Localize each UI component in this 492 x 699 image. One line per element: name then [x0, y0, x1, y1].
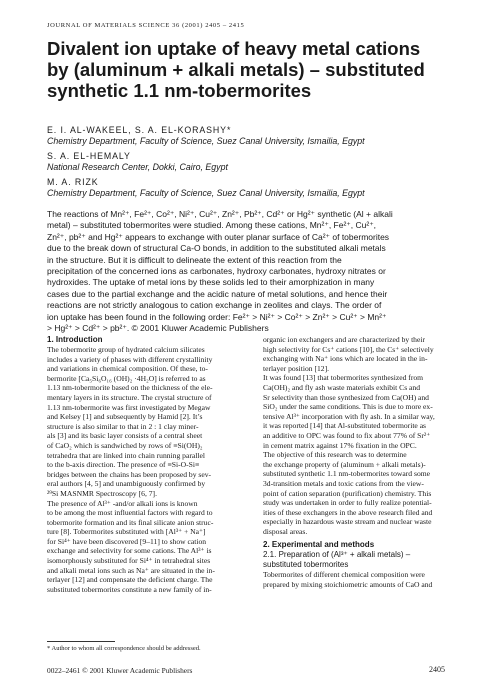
body-text-line: eral authors [4, 5] and unambiguously confirmed by	[47, 479, 206, 489]
body-text-line: 1.13 nm-tobermorite was first investigated by Megaw	[47, 402, 211, 412]
right-column	[263, 335, 463, 590]
left-column-body	[47, 345, 247, 594]
body-text-line: ture [8]. Tobermorites substituted with [Al³⁺ + Na⁺]	[47, 527, 206, 537]
body-text-line: point of cation separation (purification) chemistry. This	[263, 488, 432, 498]
body-text-line: tobermorite formation and its final silicate anion struc-	[47, 517, 214, 527]
subsection-heading-line: substituted tobermorites	[263, 560, 349, 570]
body-text-line: in cement matrix against 17% fixation in the OPC.	[263, 440, 417, 450]
title-line: by (aluminum + alkali metals) – substituted	[47, 59, 425, 80]
abstract-line: Zn²⁺, pb²⁺ and Hg²⁺ appears to exchange with outer planar surface of Ca²⁺ of tobermorites	[47, 231, 390, 242]
body-text-line: terlayer position [12].	[263, 363, 330, 373]
author-block	[47, 177, 467, 199]
author-block	[47, 125, 467, 147]
body-text-line: structure is also similar to that in 2 : 1 clay miner-	[47, 421, 199, 431]
body-text-line: substituted synthetic 1.1 nm-tobermorites toward some	[263, 469, 431, 479]
body-text-line: substituted tobermorites constitute a new family of in-	[47, 584, 212, 594]
copyright-line: 0022–2461 © 2001 Kluwer Academic Publishers	[47, 666, 193, 675]
body-text-line: 3d-transition metals and toxic cations from the view-	[263, 478, 424, 488]
body-text-line: includes a variety of phases with different crystallinity	[47, 354, 213, 364]
title-line: Divalent ion uptake of heavy metal cations	[47, 38, 421, 59]
running-head: JOURNAL OF MATERIALS SCIENCE 36 (2001) 2405 – 2415	[47, 22, 245, 29]
body-text-line: study was undertaken in order to fully realize potential-	[263, 498, 432, 508]
abstract-line: due to the break down of structural Ca-O bonds, in addition to the substituted alkali metals	[47, 243, 386, 254]
author-affiliation: National Research Center, Dokki, Cairo, Egypt	[47, 162, 228, 172]
body-text-line: 1.13 nm-tobermorite based on the thickness of the ele-	[47, 383, 213, 393]
body-text-line: The objective of this research was to determine	[263, 450, 407, 460]
abstract-line: metal) – substituted tobermorites were studied. Among these cations, Mn²⁺, Fe²⁺, Cu²⁺,	[47, 220, 377, 231]
body-text-line: mentary layers in its structure. The crystal structure of	[47, 392, 212, 402]
body-text-line: disposal areas.	[263, 526, 308, 536]
body-text-line: terlayer [12] and compensate the deficient charge. The	[47, 575, 213, 585]
body-text-line: It was found [13] that tobermorites synthesized from	[263, 373, 424, 383]
body-text-line: prepared by mixing stoichiometric amounts of CaO and	[263, 580, 433, 590]
body-text-line: The tobermorite group of hydrated calcium silicates	[47, 345, 205, 354]
body-text-line: ²⁹Si MASNMR Spectroscopy [6, 7].	[47, 488, 157, 498]
abstract-line: in the structure. But it is difficult to delineate the extent of this reaction from the	[47, 254, 342, 265]
abstract-line: hydroxides. The uptake of metal ions by these solids led to their amorphization in many	[47, 277, 375, 288]
abstract-line: ion uptake has been found in the following order: Fe²⁺ > Ni²⁺ > Co²⁺ > Zn²⁺ > Cu²⁺ > Mn²⁺	[47, 311, 387, 322]
body-text-line: for Si⁴⁺ have been discovered [9–11] to show cation	[47, 536, 207, 546]
body-text-line: high selectivity for Cs⁺ cations [10], the Cs⁺ selectively	[263, 344, 434, 354]
right-column-body-continued	[263, 570, 463, 589]
body-text-line: organic ion exchangers and are characterized by their	[263, 335, 425, 344]
section-heading: 1. Introduction	[47, 335, 103, 344]
footnote: * Author to whom all correspondence should be addressed.	[47, 645, 201, 652]
body-text-line: tetrahedra that are linked into chain running parallel	[47, 450, 205, 460]
author-names: M. A. RIZK	[47, 177, 99, 187]
abstract-line: precipitation of the concerned ions as carbonates, hydroxy carbonates, hydroxy nitrates or	[47, 266, 386, 277]
body-text-line: especially in hazardous waste stream and nuclear waste	[263, 517, 432, 527]
subsection-heading-line: 2.1. Preparation of (Al³⁺ + alkali metals) –	[263, 550, 411, 560]
body-text-line: and variations in chemical composition. Of these, to-	[47, 364, 208, 374]
abstract-line: cases due to the partial exchange and the acidic nature of metal solutions, and hence their	[47, 288, 388, 299]
abstract-line: The reactions of Mn²⁺, Fe²⁺, Co²⁺, Ni²⁺, Cu²⁺, Zn²⁺, Pb²⁺, Cd²⁺ or Hg²⁺ synthetic (Al + alkali	[47, 209, 393, 219]
subsection-heading	[263, 550, 463, 570]
body-text-line: als [3] and its basic layer consists of a central sheet	[47, 431, 203, 441]
title-line: synthetic 1.1 nm-tobermorites	[47, 80, 312, 101]
body-text-line: it was reported [14] that Al-substituted tobermorite as	[263, 421, 427, 431]
left-column	[47, 335, 247, 594]
page-number: 2405	[429, 665, 445, 674]
body-text-line: Ca(OH)₂ and fly ash waste materials exhibit Cs and	[263, 382, 421, 392]
body-text-line: to the b-axis direction. The presence of ≡Si-O-Si≡	[47, 460, 200, 470]
author-block	[47, 151, 467, 173]
body-text-line: the exchange property of (aluminum + alkali metals)-	[263, 459, 426, 469]
body-text-line: Sr selectivity than those synthesized from Ca(OH) and	[263, 392, 429, 402]
abstract-line: reactions are not strictly analogous to cation exchange in zeolites and clays. The order of	[47, 300, 382, 311]
body-text-line: to be among the most influential factors with regard to	[47, 508, 213, 518]
body-text-line: Tobermorites of different chemical composition were	[263, 570, 425, 580]
right-column-body	[263, 335, 463, 536]
body-text-line: and Kelsey [1] and subsequently by Hamid [2]. It’s	[47, 412, 203, 422]
body-text-line: bridges between the chains has been proposed by sev-	[47, 469, 212, 479]
abstract	[47, 209, 449, 334]
abstract-line: > Hg²⁺ > Cd²⁺ > pb²⁺. © 2001 Kluwer Academic Publishers	[47, 323, 269, 334]
body-text-line: an additive to OPC was found to fix about 77% of Sr²⁺	[263, 430, 431, 440]
body-text-line: tensive Al³⁺ incorporation with fly ash. In a similar way,	[263, 411, 435, 421]
body-text-line: ities of these exchangers in the above research filed and	[263, 507, 433, 517]
paper-title	[47, 38, 447, 101]
body-text-line: and alkali metal ions such as Na⁺ are situated in the in-	[47, 565, 215, 575]
body-text-line: The presence of Al³⁺ -and/or alkali ions is known	[47, 498, 198, 508]
author-affiliation: Chemistry Department, Faculty of Science, Suez Canal University, Ismailia, Egypt	[47, 136, 365, 146]
body-text-line: SiO₂ under the same conditions. This is due to more ex-	[263, 402, 433, 412]
author-affiliation: Chemistry Department, Faculty of Science, Suez Canal University, Ismailia, Egypt	[47, 188, 365, 198]
body-text-line: bermorite [Ca₅Si₆O₁₆ (OH)₂ ·4H₂O] is referred to as	[47, 373, 206, 383]
footnote-rule	[47, 641, 115, 642]
author-names: S. A. EL-HEMALY	[47, 151, 131, 161]
author-names: E. I. AL-WAKEEL, S. A. EL-KORASHY*	[47, 125, 232, 135]
body-text-line: exchange and selectivity for some cations. The Al³⁺ is	[47, 546, 212, 556]
section-heading: 2. Experimental and methods	[263, 540, 375, 550]
body-text-line: of CaO₂ which is sandwiched by rows of ≡Si(OH)₂	[47, 440, 203, 450]
body-text-line: isomorphously substituted for Si⁴⁺ in tetrahedral sites	[47, 556, 211, 566]
body-text-line: exchanging with Na⁺ ions which are located in the in-	[263, 354, 428, 364]
